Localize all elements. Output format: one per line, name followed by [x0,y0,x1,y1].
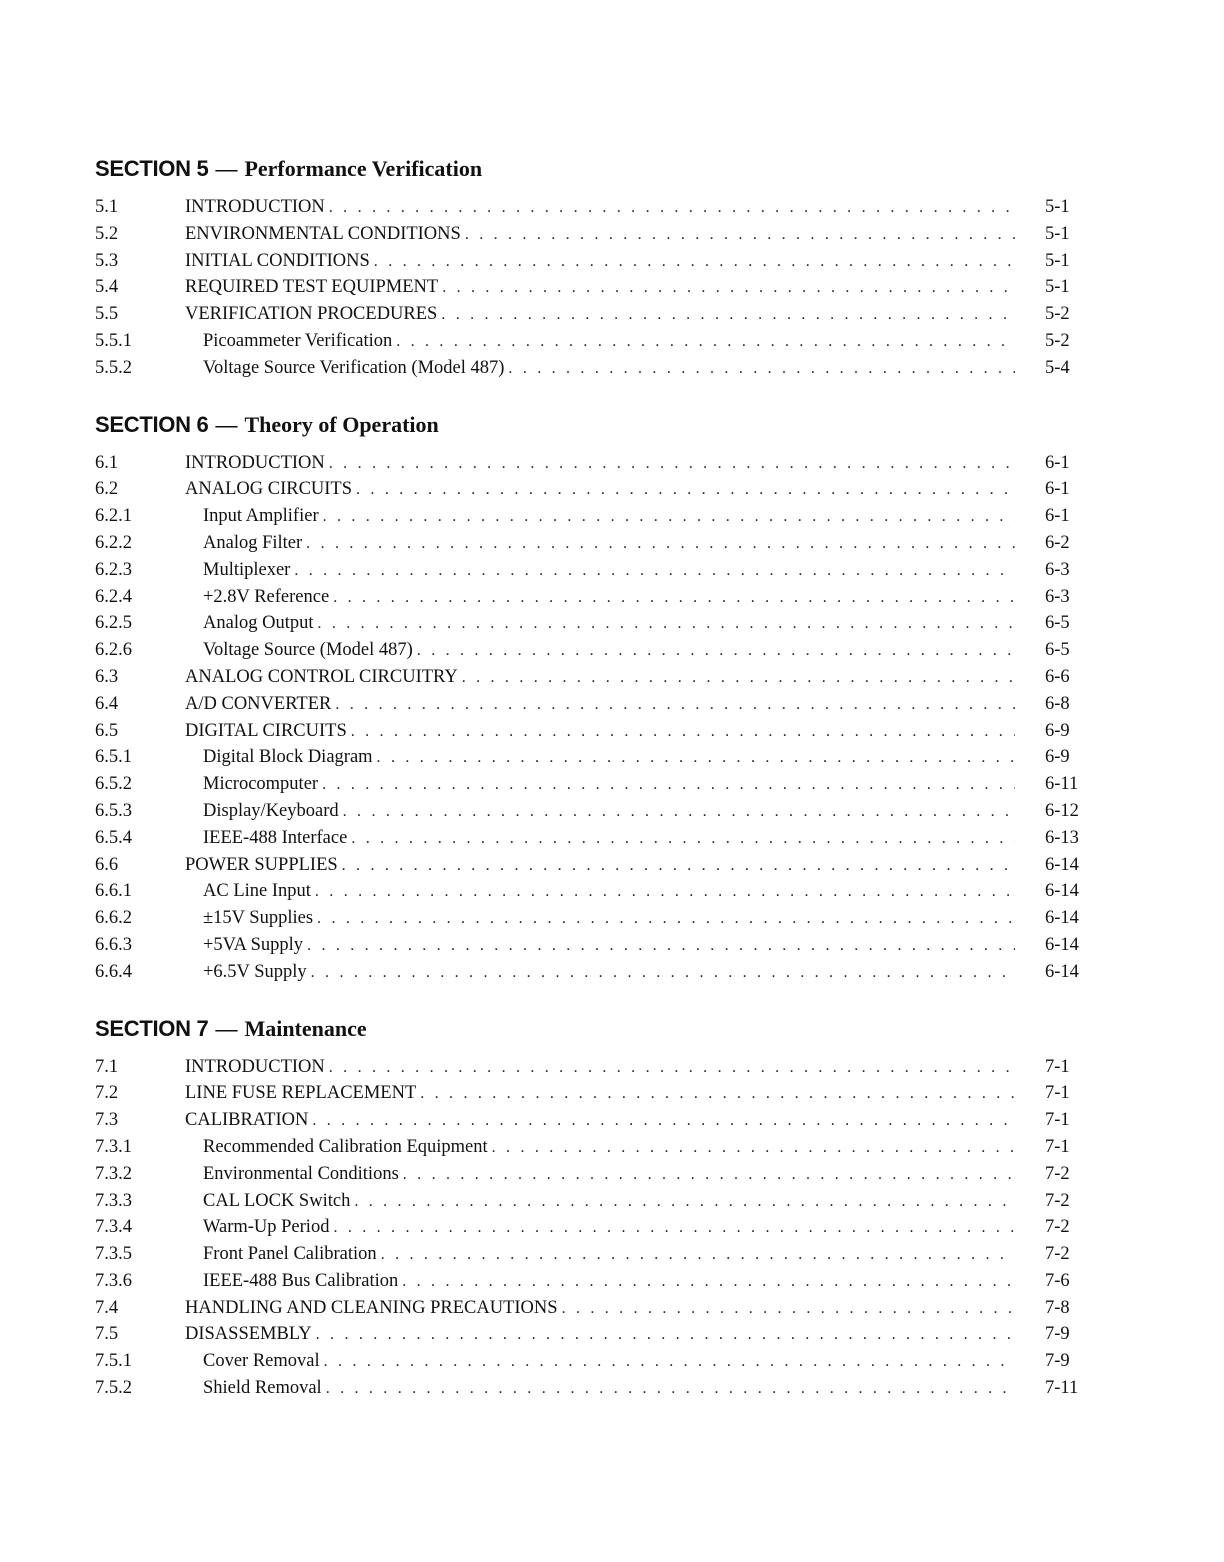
entry-body [185,718,1015,746]
entry-title: CALIBRATION [185,1110,309,1131]
entry-number: 7.1 [95,1056,119,1077]
entry-number: 6.2.2 [95,532,132,553]
toc-entry-list [95,1054,1105,1402]
entry-number: 6.4 [95,693,119,714]
section-label: SECTION 6 [95,411,209,437]
entry-title: INITIAL CONDITIONS [185,250,370,271]
section-dash: — [215,1015,238,1041]
dot-leader [312,1108,1015,1135]
entry-number: 5.5.1 [95,330,132,351]
section-label: SECTION 5 [95,156,209,181]
entry-title: REQUIRED TEST EQUIPMENT [185,277,439,298]
entry-body [185,1134,1015,1162]
toc-entry[interactable] [95,274,1105,301]
entry-body [185,1295,1015,1323]
dot-leader [442,275,1015,302]
toc-entry[interactable] [95,1080,1105,1107]
entry-title: +6.5V Supply [203,961,307,982]
entry-page: 7-6 [1045,1270,1070,1291]
dot-leader [402,1269,1015,1296]
entry-page: 7-9 [1045,1351,1070,1372]
toc-entry[interactable] [95,637,1105,664]
dot-leader [294,558,1015,585]
dot-leader [420,1081,1015,1108]
toc-entry[interactable] [95,584,1105,611]
entry-number: 5.2 [95,223,119,244]
toc-entry[interactable] [95,1241,1105,1268]
entry-title: Environmental Conditions [203,1163,399,1184]
dot-leader [441,302,1015,329]
entry-title: Warm-Up Period [203,1217,330,1238]
entry-page: 7-1 [1045,1110,1070,1131]
entry-page: 5-2 [1045,304,1070,325]
entry-page: 6-11 [1045,774,1079,795]
entry-number: 6.5.1 [95,747,132,768]
entry-body [185,1161,1015,1189]
entry-title: Digital Block Diagram [203,747,373,768]
entry-number: 6.1 [95,452,119,473]
entry-body [185,1268,1015,1296]
toc-entry[interactable] [95,691,1105,718]
toc-entry[interactable] [95,450,1105,477]
dot-leader [403,1162,1015,1189]
entry-body [185,825,1015,853]
entry-page: 7-11 [1045,1378,1079,1399]
entry-page: 6-14 [1045,854,1079,875]
dot-leader [315,879,1015,906]
entry-number: 5.5.2 [95,357,132,378]
toc-entry[interactable] [95,194,1105,221]
section-heading [95,406,1105,444]
section-title: Theory of Operation [244,411,439,437]
entry-page: 6-2 [1045,532,1070,553]
entry-body [185,476,1015,504]
section-heading [95,1010,1105,1048]
entry-title: Analog Output [203,613,314,634]
dot-leader [342,853,1015,880]
entry-body [185,1080,1015,1108]
section-label: SECTION 7 [95,1015,209,1041]
entry-page: 7-1 [1045,1083,1070,1104]
entry-number: 6.6.4 [95,961,132,982]
entry-title: INTRODUCTION [185,452,325,473]
dot-leader [333,585,1015,612]
dot-leader [329,451,1015,478]
entry-page: 5-1 [1045,250,1070,271]
entry-number: 6.6.3 [95,934,132,955]
entry-body [185,610,1015,638]
toc-entry[interactable] [95,825,1105,852]
entry-page: 7-2 [1045,1244,1070,1265]
section-dash: — [215,156,238,181]
entry-number: 6.2.6 [95,640,132,661]
entry-title: ENVIRONMENTAL CONDITIONS [185,223,461,244]
entry-page: 5-1 [1045,197,1070,217]
entry-body [185,637,1015,665]
entry-number: 6.2.3 [95,559,132,580]
entry-page: 7-2 [1045,1190,1070,1211]
entry-page: 6-14 [1045,881,1079,902]
toc-entry[interactable] [95,959,1105,986]
toc-entry[interactable] [95,328,1105,355]
entry-title: Recommended Calibration Equipment [203,1136,488,1157]
toc-entry[interactable] [95,905,1105,932]
entry-number: 7.3.6 [95,1270,132,1291]
entry-body [185,1348,1015,1376]
entry-body [185,503,1015,531]
toc-entry[interactable] [95,530,1105,557]
entry-page: 6-13 [1045,827,1079,848]
entry-title: POWER SUPPLIES [185,854,338,875]
entry-number: 5.3 [95,250,119,271]
entry-page: 6-9 [1045,720,1070,741]
entry-body [185,932,1015,960]
dot-leader [492,1135,1015,1162]
entry-page: 6-3 [1045,586,1070,607]
entry-page: 5-1 [1045,223,1070,244]
entry-title: INTRODUCTION [185,197,325,217]
toc-entry[interactable] [95,248,1105,275]
entry-page: 6-5 [1045,640,1070,661]
entry-number: 7.5 [95,1324,119,1345]
entry-title: ±15V Supplies [203,908,314,929]
entry-page: 5-1 [1045,277,1070,298]
entry-number: 7.3.4 [95,1217,132,1238]
entry-title: Front Panel Calibration [203,1244,377,1265]
entry-title: ANALOG CIRCUITS [185,479,353,500]
toc-section [95,406,1105,986]
entry-number: 6.2.1 [95,506,132,527]
dot-leader [317,906,1015,933]
entry-page: 6-6 [1045,666,1070,687]
dot-leader [417,638,1015,665]
entry-page: 7-1 [1045,1056,1070,1077]
dot-leader [324,1349,1015,1376]
dot-leader [381,1242,1015,1269]
entry-number: 7.5.1 [95,1351,132,1372]
entry-title: LINE FUSE REPLACEMENT [185,1083,417,1104]
entry-title: Cover Removal [203,1351,320,1372]
dot-leader [322,772,1015,799]
entry-body [185,1214,1015,1242]
toc-entry-list [95,194,1105,382]
toc-entry-list [95,450,1105,986]
entry-title: IEEE-488 Bus Calibration [203,1270,399,1291]
entry-number: 6.2.4 [95,586,132,607]
entry-body [185,355,1015,383]
entry-title: Analog Filter [203,532,303,553]
entry-page: 6-5 [1045,613,1070,634]
entry-body [185,905,1015,933]
entry-number: 7.3.2 [95,1163,132,1184]
entry-title: Voltage Source (Model 487) [203,640,413,661]
entry-page: 6-1 [1045,506,1070,527]
entry-page: 6-1 [1045,479,1070,500]
entry-body [185,221,1015,249]
entry-number: 5.4 [95,277,119,298]
entry-body [185,557,1015,585]
entry-number: 5.1 [95,197,119,217]
entry-body [185,248,1015,276]
dot-leader [329,195,1015,222]
entry-title: Display/Keyboard [203,800,339,821]
entry-body [185,664,1015,692]
entry-number: 6.5.4 [95,827,132,848]
toc-entry[interactable] [95,852,1105,879]
entry-body [185,1321,1015,1349]
entry-body [185,584,1015,612]
entry-title: Microcomputer [203,774,319,795]
entry-title: Multiplexer [203,559,291,580]
entry-page: 6-1 [1045,452,1070,473]
section-title: Performance Verification [244,156,483,181]
entry-number: 7.4 [95,1297,119,1318]
dot-leader [316,1322,1015,1349]
entry-body [185,1107,1015,1135]
dot-leader [377,745,1015,772]
toc-entry[interactable] [95,932,1105,959]
entry-body [185,852,1015,880]
toc-entry[interactable] [95,1188,1105,1215]
toc-entry[interactable] [95,1214,1105,1241]
entry-page: 5-4 [1045,357,1070,378]
entry-number: 6.2 [95,479,119,500]
toc-entry[interactable] [95,1348,1105,1375]
entry-page: 6-14 [1045,934,1079,955]
toc-entry[interactable] [95,718,1105,745]
entry-page: 6-8 [1045,693,1070,714]
entry-number: 6.6 [95,854,119,875]
entry-number: 6.5.3 [95,800,132,821]
dot-leader [351,826,1015,853]
entry-title: +2.8V Reference [203,586,330,607]
entry-number: 7.2 [95,1083,119,1104]
entry-title: INTRODUCTION [185,1056,325,1077]
dot-leader [311,960,1015,987]
toc-entry[interactable] [95,476,1105,503]
toc-entry[interactable] [95,557,1105,584]
entry-title: Picoammeter Verification [203,330,393,351]
dot-leader [307,933,1015,960]
dot-leader [306,531,1015,558]
entry-number: 7.3 [95,1110,119,1131]
entry-body [185,798,1015,826]
entry-number: 6.6.2 [95,908,132,929]
toc-entry[interactable] [95,1107,1105,1134]
toc-entry[interactable] [95,1375,1105,1402]
toc-section [95,1010,1105,1402]
entry-title: DISASSEMBLY [185,1324,312,1345]
entry-body [185,450,1015,478]
entry-title: HANDLING AND CLEANING PRECAUTIONS [185,1297,558,1318]
entry-page: 7-2 [1045,1163,1070,1184]
entry-page: 7-8 [1045,1297,1070,1318]
dot-leader [508,356,1015,383]
toc-entry[interactable] [95,1054,1105,1081]
toc-entry[interactable] [95,355,1105,382]
entry-title: Voltage Source Verification (Model 487) [203,357,505,378]
entry-page: 7-2 [1045,1217,1070,1238]
entry-title: DIGITAL CIRCUITS [185,720,347,741]
entry-title: Shield Removal [203,1378,322,1399]
toc-entry[interactable] [95,301,1105,328]
dot-leader [562,1296,1015,1323]
dot-leader [323,504,1015,531]
entry-body [185,959,1015,987]
dot-leader [354,1189,1015,1216]
dot-leader [356,477,1015,504]
section-dash: — [215,411,238,437]
section-heading [95,150,1105,188]
dot-leader [462,665,1015,692]
toc-entry[interactable] [95,771,1105,798]
toc-entry[interactable] [95,744,1105,771]
entry-number: 7.5.2 [95,1378,132,1399]
toc-entry[interactable] [95,1295,1105,1322]
entry-page: 5-2 [1045,330,1070,351]
toc-entry[interactable] [95,1268,1105,1295]
entry-body [185,691,1015,719]
entry-body [185,744,1015,772]
section-title: Maintenance [244,1015,367,1041]
entry-page: 6-14 [1045,908,1079,929]
entry-title: ANALOG CONTROL CIRCUITRY [185,666,458,687]
dot-leader [333,1215,1015,1242]
entry-number: 5.5 [95,304,119,325]
dot-leader [343,799,1015,826]
dot-leader [329,1055,1015,1082]
toc-entry[interactable] [95,878,1105,905]
entry-body [185,878,1015,906]
entry-page: 7-9 [1045,1324,1070,1345]
dot-leader [396,329,1015,356]
entry-page: 6-3 [1045,559,1070,580]
toc-entry[interactable] [95,221,1105,248]
dot-leader [374,249,1015,276]
entry-body [185,274,1015,302]
dot-leader [351,719,1015,746]
entry-title: Input Amplifier [203,506,319,527]
entry-number: 6.3 [95,666,119,687]
dot-leader [317,611,1015,638]
entry-body [185,1375,1015,1403]
toc-entry[interactable] [95,664,1105,691]
entry-body [185,1188,1015,1216]
dot-leader [335,692,1015,719]
toc-section [95,150,1105,382]
table-of-contents [95,150,1105,1426]
entry-number: 6.5.2 [95,774,132,795]
entry-page: 6-14 [1045,961,1079,982]
entry-page: 6-9 [1045,747,1070,768]
entry-body [185,194,1015,222]
entry-number: 6.5 [95,720,119,741]
toc-entry[interactable] [95,798,1105,825]
entry-number: 6.2.5 [95,613,132,634]
toc-entry[interactable] [95,1161,1105,1188]
entry-number: 7.3.1 [95,1136,132,1157]
entry-number: 6.6.1 [95,881,132,902]
entry-body [185,1054,1015,1082]
entry-body [185,328,1015,356]
entry-title: VERIFICATION PROCEDURES [185,304,438,325]
entry-body [185,530,1015,558]
entry-title: +5VA Supply [203,934,304,955]
entry-body [185,301,1015,329]
entry-title: CAL LOCK Switch [203,1190,351,1211]
entry-number: 7.3.5 [95,1244,132,1265]
entry-title: IEEE-488 Interface [203,827,348,848]
entry-body [185,1241,1015,1269]
entry-title: A/D CONVERTER [185,693,332,714]
toc-entry[interactable] [95,610,1105,637]
toc-entry[interactable] [95,1321,1105,1348]
toc-entry[interactable] [95,503,1105,530]
entry-title: AC Line Input [203,881,311,902]
toc-entry[interactable] [95,1134,1105,1161]
entry-page: 7-1 [1045,1136,1070,1157]
dot-leader [326,1376,1015,1403]
entry-body [185,771,1015,799]
entry-number: 7.3.3 [95,1190,132,1211]
entry-page: 6-12 [1045,800,1079,821]
dot-leader [465,222,1015,249]
